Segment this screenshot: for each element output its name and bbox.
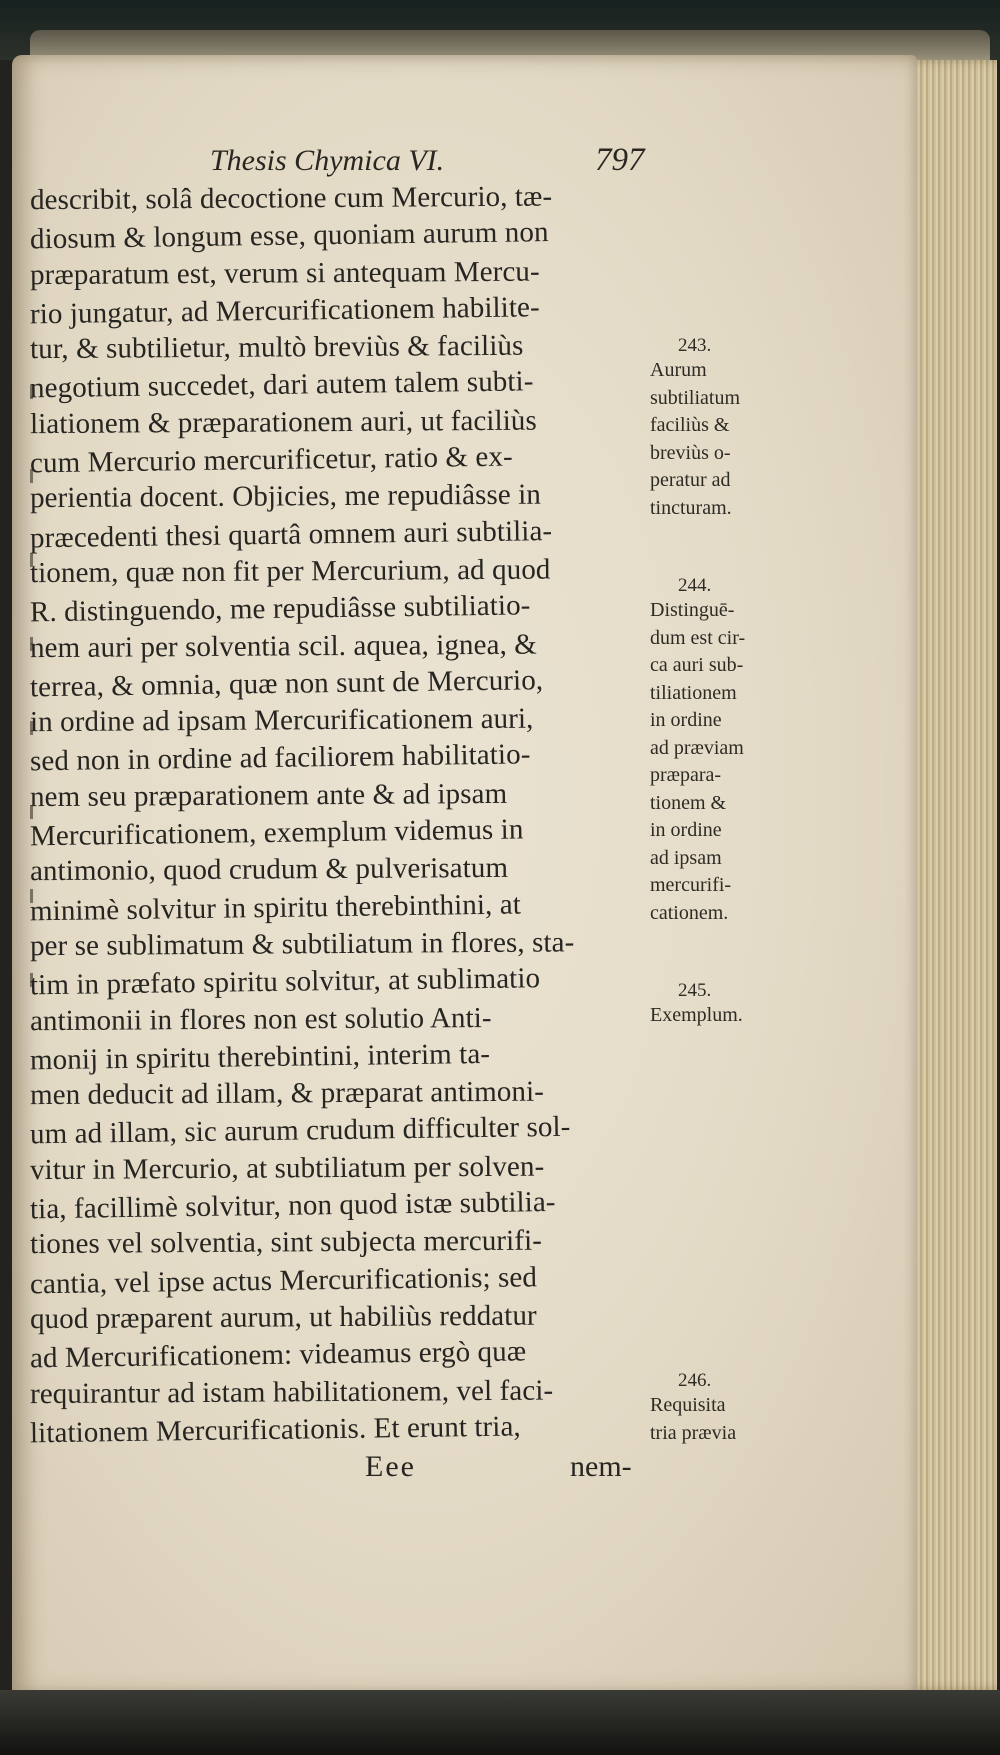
marginal-note (650, 1370, 790, 1447)
text-line: men deducit ad illam, & præparat antimoni- (29, 1075, 545, 1112)
marginal-note (650, 980, 790, 1030)
bottom-shadow (0, 1690, 1000, 1755)
note-line: tiliationem (650, 681, 737, 704)
marginal-note (650, 575, 790, 927)
note-line: ad ipsam (650, 846, 722, 869)
text-line: requirantur ad istam habilitationem, vel faci- (29, 1374, 554, 1410)
text-line: minimè solvitur in spiritu therebinthini, at (29, 888, 522, 927)
note-line: in ordine (650, 709, 722, 731)
text-line: præparatum est, verum si antequam Mercu- (29, 255, 540, 291)
catchword: nem- (570, 1450, 632, 1483)
text-line: nem auri per solventia scil. aquea, ignea, & (29, 628, 537, 664)
note-line: tria prævia (650, 1421, 737, 1444)
text-line: perientia docent. Objicies, me repudiâsse in (29, 478, 542, 515)
text-line: præcedenti thesi quartâ omnem auri subtilia- (29, 514, 553, 554)
text-line: tia, facillimè solvitur, non quod istæ subtilia- (29, 1186, 556, 1226)
note-line: Distinguē- (650, 599, 735, 621)
text-line: quod præparent aurum, ut habiliùs reddatur (29, 1299, 537, 1336)
note-line: dum est cir- (650, 626, 746, 649)
text-line: tim in præfato spiritu solvitur, at sublimatio (29, 962, 541, 1002)
note-line: tincturam. (650, 496, 732, 519)
note-line: mercurifi- (650, 874, 732, 896)
text-line: nem seu præparationem ante & ad ipsam (29, 777, 508, 813)
note-number: 245. (678, 980, 712, 1001)
text-line: litationem Mercurificationis. Et erunt tria, (29, 1410, 522, 1450)
note-line: Aurum (650, 359, 707, 381)
note-line: præpara- (650, 764, 722, 786)
text-line: Mercurificationem, exemplum videmus in (29, 813, 524, 853)
main-text-block (30, 180, 650, 1448)
note-line: Requisita (650, 1394, 726, 1416)
note-number: 244. (678, 575, 712, 596)
note-line: ad præviam (650, 736, 744, 759)
signature-mark: Eee (365, 1450, 416, 1483)
note-line: Exemplum. (650, 1004, 743, 1026)
note-number: 243. (678, 335, 712, 356)
text-line: describit, solâ decoctione cum Mercurio, tæ- (29, 180, 553, 217)
text-line: negotium succedet, dari autem talem subti- (29, 365, 534, 405)
text-line: tionem, quæ non fit per Mercurium, ad quod (29, 553, 551, 590)
text-line: diosum & longum esse, quoniam aurum non (29, 216, 549, 256)
note-line: tionem & (650, 791, 727, 814)
text-line: cum Mercurio mercurificetur, ratio & ex- (29, 440, 513, 480)
note-line: breviùs o- (650, 441, 731, 464)
note-line: peratur ad (650, 469, 731, 491)
text-line: sed non in ordine ad faciliorem habilitatio- (29, 738, 531, 778)
note-line: in ordine (650, 819, 722, 841)
note-line: subtiliatum (650, 386, 740, 409)
text-line: antimonio, quod crudum & pulverisatum (29, 852, 509, 888)
note-line: faciliùs & (650, 414, 730, 436)
text-line: ad Mercurificationem: videamus ergò quæ (29, 1335, 527, 1375)
note-number: 246. (678, 1370, 712, 1391)
text-line: vitur in Mercurio, at subtiliatum per solven- (29, 1150, 545, 1186)
text-line: terrea, & omnia, quæ non sunt de Mercurio, (29, 664, 544, 704)
text-line: in ordine ad ipsam Mercurificationem auri, (29, 702, 534, 739)
running-head: Thesis Chymica VI. (210, 144, 445, 177)
text-line: liationem & præparationem auri, ut faciliùs (29, 404, 537, 440)
text-line: per se sublimatum & subtiliatum in flores, sta- (29, 926, 575, 963)
text-line: rio jungatur, ad Mercurificationem habilite- (29, 291, 540, 331)
text-line: tiones vel solventia, sint subjecta mercurifi- (29, 1224, 543, 1261)
marginal-note (650, 335, 790, 522)
note-line: ca auri sub- (650, 654, 744, 676)
text-line: um ad illam, sic aurum crudum difficulter sol- (29, 1111, 571, 1151)
text-line: cantia, vel ipse actus Mercurificationis; sed (29, 1260, 538, 1300)
text-line: tur, & subtilietur, multò breviùs & faciliùs (29, 329, 524, 366)
text-line: R. distinguendo, me repudiâsse subtiliatio- (29, 589, 531, 629)
page-edges (905, 60, 997, 1690)
note-line: cationem. (650, 901, 729, 924)
text-line: antimonii in flores non est solutio Anti- (29, 1001, 492, 1037)
page-number: 797 (595, 142, 645, 178)
text-line: monij in spiritu therebintini, interim ta- (29, 1037, 491, 1077)
